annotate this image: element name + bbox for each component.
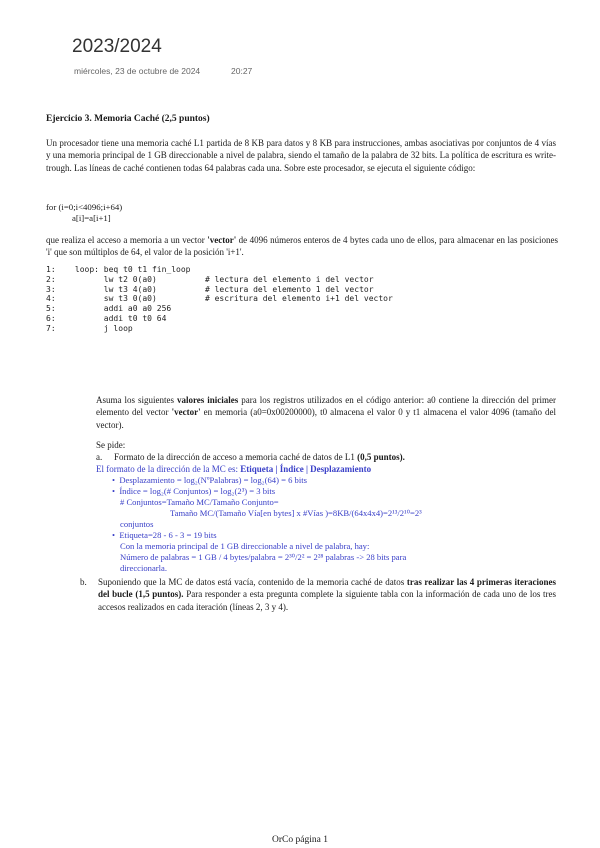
question-a-text: Formato de la dirección de acceso a memoria caché de datos de L1 bbox=[114, 452, 358, 462]
asm-line: 1: loop: beq t0 t1 fin_loop bbox=[46, 265, 191, 274]
answer-a-title-text: El formato de la dirección de la MC es: bbox=[96, 464, 241, 474]
question-b-text-end: Para responder a esta pregunta complete la siguiente tabla con la información de cada uno de los tres accesos realizados en cada iteración (líneas 2, 3 y 4). bbox=[98, 589, 556, 612]
page-time: 20:27 bbox=[231, 66, 253, 76]
question-b-bold: tras realizar las 4 primeras iteraciones del bucle bbox=[98, 577, 557, 600]
bullet-text: Índice = log₂(# Conjuntos) = log₂(2³) = 3 bits bbox=[119, 486, 276, 496]
page-title: 2023/2024 bbox=[72, 36, 162, 57]
address-format: Etiqueta | Índice | Desplazamiento bbox=[240, 464, 372, 474]
exercise-intro: Un procesador tiene una memoria caché L1 partida de 8 KB para datos y 8 KB para instrucciones, ambas asociativas por conjuntos de 4 vías y una memoria principal de 1 GB direccionable a nivel de palabra, siendo el tamaño de la palabra de 32 bits. La política de escritura es write-trough. Las líneas de caché contienen todas 64 palabras cada una. Sobre este procesador, se ejecuta el siguiente código: bbox=[46, 138, 556, 173]
bullet-indice: • Índice = log₂(# Conjuntos) = log₂(2³) = 3 bits bbox=[112, 486, 276, 496]
bullet-conjuntos-unit: conjuntos bbox=[120, 519, 154, 529]
assume-vector-name: 'vector' bbox=[171, 407, 201, 418]
asm-line: 2: lw t2 0(a0) # lectura del elemento i del vector bbox=[46, 274, 374, 284]
vector-description-text: que realiza el acceso a memoria a un vector bbox=[46, 235, 208, 245]
se-pide-label: Se pide: bbox=[96, 440, 126, 450]
asm-line: 4: sw t3 0(a0) # escritura del elemento i+1 del vector bbox=[46, 294, 393, 304]
bullet-etiqueta: • Etiqueta=28 - 6 - 3 = 19 bits bbox=[112, 530, 217, 540]
question-b-points: (1,5 puntos). bbox=[132, 589, 184, 600]
question-a bbox=[96, 451, 556, 463]
assume-text: para los registros utilizados en el código anterior: a0 contiene la dirección del primer elemento del vector bbox=[96, 395, 557, 418]
bullet-conjuntos: # Conjuntos=Tamaño MC/Tamaño Conjunto= bbox=[120, 497, 279, 507]
bullet-etiqueta-end: direccionarla. bbox=[120, 563, 167, 573]
question-b-text: Suponiendo que la MC de datos está vacía, contenido de la memoria caché de datos bbox=[98, 577, 407, 587]
vector-description-text-end: de 4096 números enteros de 4 bytes cada uno de ellos, para almacenar en las posiciones 'i' que son múltiplos de 64, el valor de la posición 'i+1'. bbox=[46, 235, 558, 258]
bullet-etiqueta-formula: Número de palabras = 1 GB / 4 bytes/palabra = 2³⁰/2² = 2²⁸ palabras -> 28 bits para bbox=[120, 552, 407, 562]
question-b bbox=[98, 576, 556, 613]
bullet-desplazamiento: • Desplazamiento = log₂(NºPalabras) = log₂(64) = 6 bits bbox=[112, 475, 307, 485]
assembly-listing bbox=[46, 265, 393, 334]
initial-values-paragraph bbox=[96, 394, 556, 431]
for-body-line: a[i]=a[i+1] bbox=[72, 213, 111, 224]
assume-text: Asuma los siguientes bbox=[96, 395, 177, 405]
page-date: miércoles, 23 de octubre de 2024 bbox=[74, 66, 201, 76]
exercise-heading: Ejercicio 3. Memoria Caché (2,5 puntos) bbox=[46, 114, 210, 124]
asm-line: 7: j loop bbox=[46, 323, 133, 333]
question-b-label: b. bbox=[80, 577, 87, 587]
page-footer: OrCo página 1 bbox=[272, 835, 328, 845]
for-line: for (i=0;i<4096;i+64) bbox=[46, 202, 123, 212]
bullet-text: Desplazamiento = log₂(NºPalabras) = log₂(64) = 6 bits bbox=[119, 475, 307, 485]
assume-bold: valores iniciales bbox=[176, 395, 239, 405]
for-loop-code bbox=[46, 202, 122, 224]
bullet-conjuntos-formula: Tamaño MC/(Tamaño Vía[en bytes] x #Vías )=8KB/(64x4x4)=2¹³/2¹⁰=2³ bbox=[170, 508, 422, 518]
bullet-text: Etiqueta=28 - 6 - 3 = 19 bits bbox=[119, 530, 217, 540]
vector-description bbox=[46, 234, 558, 259]
asm-line: 3: lw t3 4(a0) # lectura del elemento 1 del vector bbox=[46, 284, 374, 294]
bullet-etiqueta-note: Con la memoria principal de 1 GB direccionable a nivel de palabra, hay: bbox=[120, 541, 370, 551]
asm-line: 5: addi a0 a0 256 bbox=[46, 304, 172, 314]
vector-name: 'vector' bbox=[207, 235, 237, 245]
assume-text-end: en memoria (a0=0x00200000), t0 almacena el valor 0 y t1 almacena el valor 4096 (tamaño del vector). bbox=[96, 407, 557, 430]
question-a-label: a. bbox=[96, 452, 103, 462]
asm-line: 6: addi t0 t0 64 bbox=[46, 313, 167, 323]
answer-a-title bbox=[96, 463, 371, 475]
question-a-points: (0,5 puntos). bbox=[357, 452, 405, 462]
